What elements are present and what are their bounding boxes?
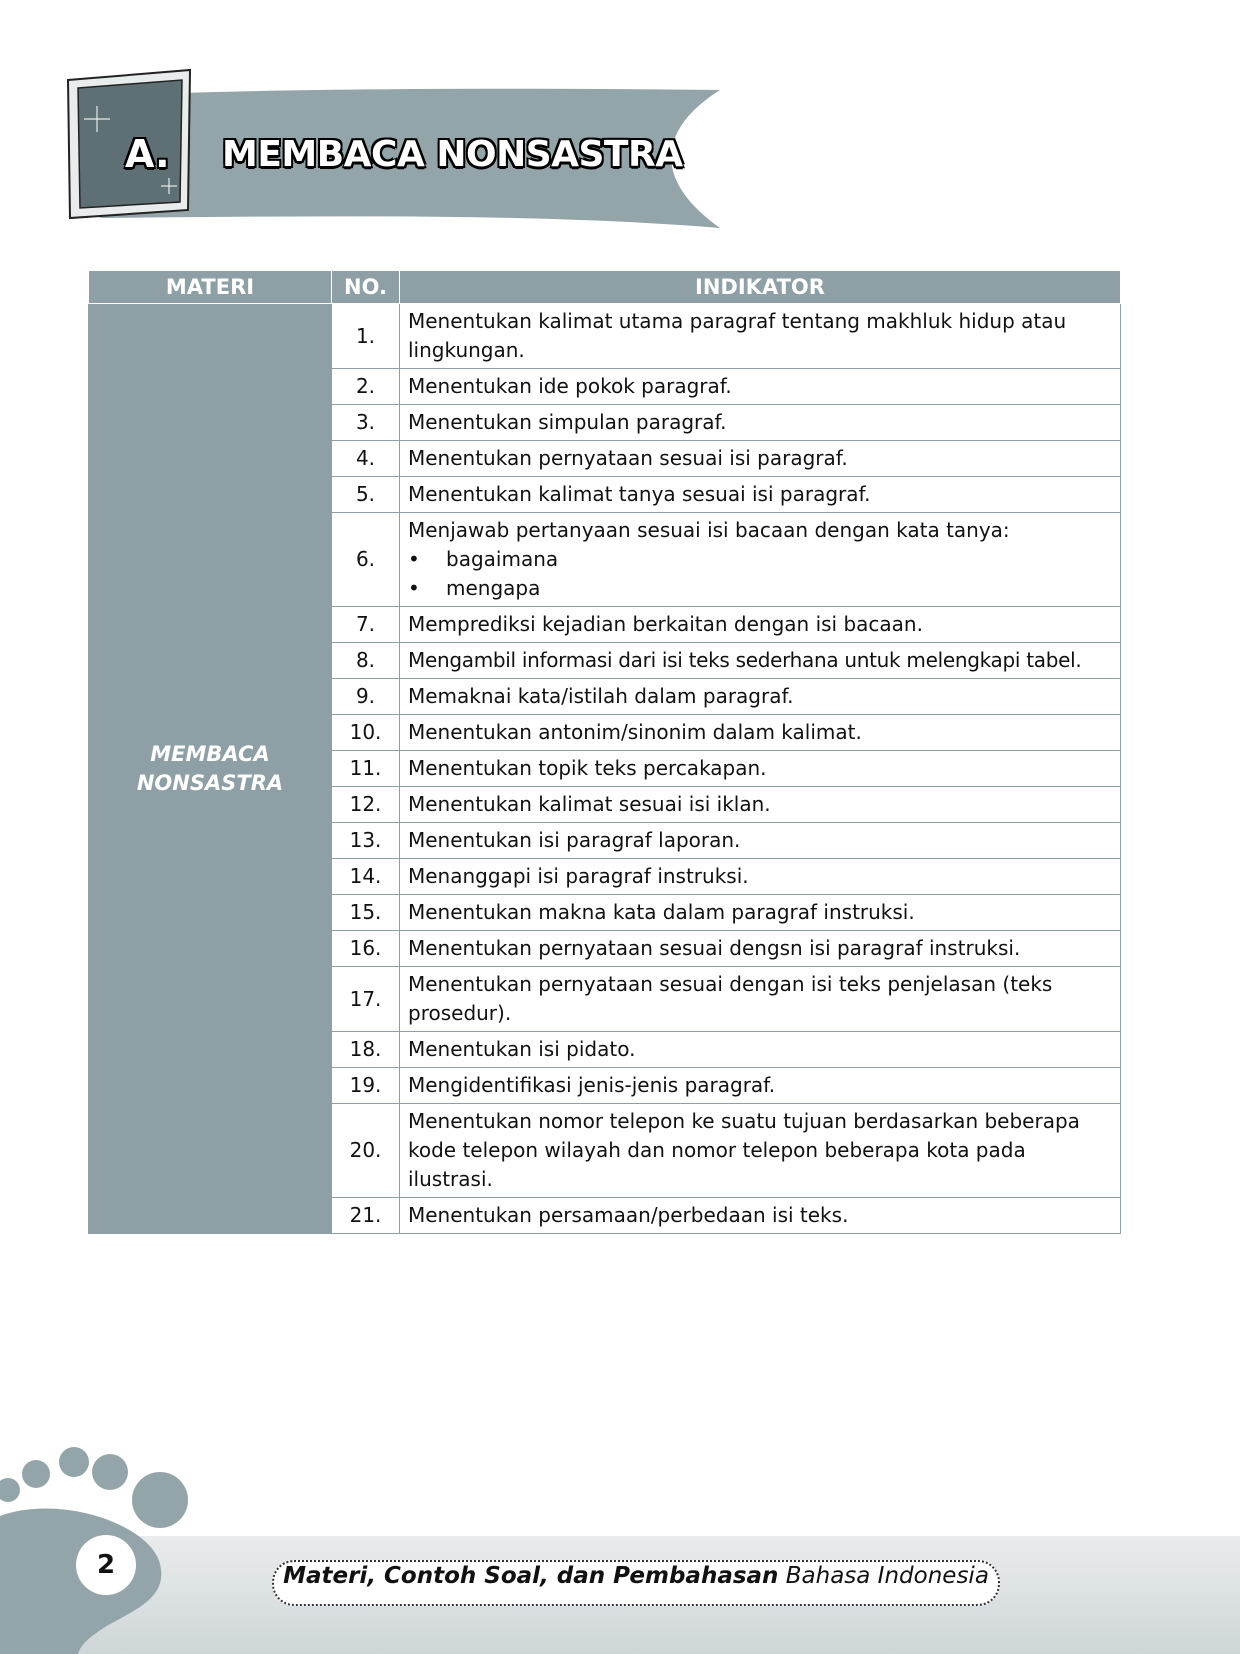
row-indicator: Menanggapi isi paragraf instruksi.	[400, 859, 1121, 895]
row-indicator: Mengambil informasi dari isi teks sederhana untuk melengkapi tabel.	[400, 643, 1121, 679]
row-indicator-with-bullets	[400, 513, 1121, 607]
row-number: 11.	[332, 751, 400, 787]
footer-title-regular: Bahasa Indonesia	[778, 1563, 989, 1589]
row-indicator: Menentukan persamaan/perbedaan isi teks.	[400, 1198, 1121, 1234]
bullet-text: mengapa	[446, 576, 541, 600]
row-indicator: Menentukan kalimat tanya sesuai isi paragraf.	[400, 477, 1121, 513]
row-indicator: Menentukan nomor telepon ke suatu tujuan berdasarkan beberapa kode telepon wilayah dan nomor telepon beberapa kota pada ilustrasi.	[400, 1104, 1121, 1198]
row-number: 19.	[332, 1068, 400, 1104]
section-title: MEMBACA NONSASTRA	[222, 134, 683, 175]
row-number: 15.	[332, 895, 400, 931]
footer-title-bold: Materi, Contoh Soal, dan Pembahasan	[283, 1563, 779, 1589]
row-number: 16.	[332, 931, 400, 967]
page-number: 2	[76, 1535, 136, 1595]
row-number: 3.	[332, 405, 400, 441]
row-indicator: Menentukan isi pidato.	[400, 1032, 1121, 1068]
row-indicator: Menentukan pernyataan sesuai dengsn isi paragraf instruksi.	[400, 931, 1121, 967]
row-indicator: Menentukan makna kata dalam paragraf instruksi.	[400, 895, 1121, 931]
row-indicator: Memaknai kata/istilah dalam paragraf.	[400, 679, 1121, 715]
row-indicator: Menjawab pertanyaan sesuai isi bacaan dengan kata tanya:	[408, 518, 1010, 542]
row-indicator: Menentukan pernyataan sesuai dengan isi teks penjelasan (teks prosedur).	[400, 967, 1121, 1032]
row-number: 8.	[332, 643, 400, 679]
materi-cell	[89, 304, 332, 1234]
row-number: 14.	[332, 859, 400, 895]
table-header-row	[89, 271, 1121, 304]
row-number: 6.	[332, 513, 400, 607]
row-number: 18.	[332, 1032, 400, 1068]
row-number: 5.	[332, 477, 400, 513]
row-indicator: Menentukan kalimat sesuai isi iklan.	[400, 787, 1121, 823]
bullet-text: bagaimana	[446, 547, 559, 571]
materi-label-line1: MEMBACA	[150, 741, 270, 766]
row-number: 10.	[332, 715, 400, 751]
row-indicator: Memprediksi kejadian berkaitan dengan isi bacaan.	[400, 607, 1121, 643]
row-indicator: Menentukan antonim/sinonim dalam kalimat.	[400, 715, 1121, 751]
row-number: 21.	[332, 1198, 400, 1234]
materi-label-line2: NONSASTRA	[136, 770, 284, 795]
header-no: NO.	[332, 271, 400, 304]
row-indicator: Menentukan isi paragraf laporan.	[400, 823, 1121, 859]
row-number: 20.	[332, 1104, 400, 1198]
row-indicator: Menentukan pernyataan sesuai isi paragraf.	[400, 441, 1121, 477]
footer-title	[272, 1563, 1000, 1589]
row-indicator: Mengidentifikasi jenis-jenis paragraf.	[400, 1068, 1121, 1104]
row-number: 2.	[332, 369, 400, 405]
row-number: 1.	[332, 304, 400, 369]
row-number: 9.	[332, 679, 400, 715]
row-number: 13.	[332, 823, 400, 859]
table-row	[89, 304, 1121, 369]
section-letter: A.	[125, 132, 170, 176]
header-indikator: INDIKATOR	[400, 271, 1121, 304]
indicator-table	[88, 270, 1121, 1234]
header-materi: MATERI	[89, 271, 332, 304]
bullet-item: • mengapa	[408, 576, 541, 600]
row-number: 17.	[332, 967, 400, 1032]
row-indicator: Menentukan topik teks percakapan.	[400, 751, 1121, 787]
row-number: 4.	[332, 441, 400, 477]
row-number: 12.	[332, 787, 400, 823]
bullet-item: • bagaimana	[408, 547, 559, 571]
row-indicator: Menentukan ide pokok paragraf.	[400, 369, 1121, 405]
row-number: 7.	[332, 607, 400, 643]
row-indicator: Menentukan simpulan paragraf.	[400, 405, 1121, 441]
row-indicator: Menentukan kalimat utama paragraf tentang makhluk hidup atau lingkungan.	[400, 304, 1121, 369]
